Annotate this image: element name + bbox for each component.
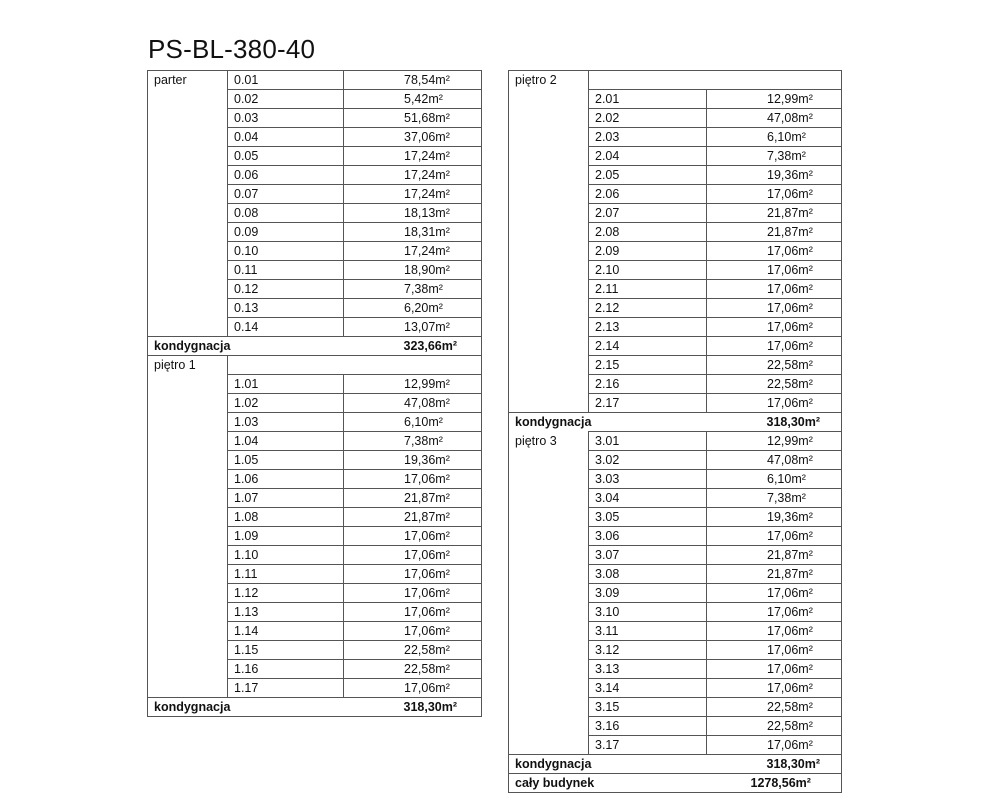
room-area: 21,87m² — [707, 204, 842, 223]
level-cell — [509, 204, 589, 223]
level-cell — [509, 717, 589, 736]
room-number: 0.14 — [228, 318, 344, 337]
room-row — [148, 622, 482, 641]
level-cell — [509, 584, 589, 603]
room-number: 0.01 — [228, 71, 344, 90]
room-row — [148, 242, 482, 261]
room-number: 2.06 — [589, 185, 707, 204]
level-cell — [509, 318, 589, 337]
level-cell — [148, 527, 228, 546]
room-area: 21,87m² — [707, 546, 842, 565]
room-row — [148, 261, 482, 280]
room-area: 18,13m² — [344, 204, 482, 223]
level-cell — [148, 394, 228, 413]
level-cell — [509, 698, 589, 717]
room-number: 3.02 — [589, 451, 707, 470]
room-number: 1.08 — [228, 508, 344, 527]
room-number: 3.17 — [589, 736, 707, 755]
summary-label: kondygnacja — [148, 337, 344, 356]
level-cell — [148, 299, 228, 318]
summary-label: kondygnacja — [509, 413, 707, 432]
level-cell — [148, 603, 228, 622]
summary-value: 323,66m² — [344, 337, 482, 356]
room-area: 7,38m² — [707, 147, 842, 166]
room-area: 6,10m² — [707, 470, 842, 489]
room-number: 1.10 — [228, 546, 344, 565]
room-number: 3.04 — [589, 489, 707, 508]
level-cell — [509, 527, 589, 546]
room-area: 12,99m² — [707, 90, 842, 109]
level-cell — [509, 261, 589, 280]
room-number: 2.03 — [589, 128, 707, 147]
room-area: 17,24m² — [344, 166, 482, 185]
room-row — [509, 432, 842, 451]
room-area: 22,58m² — [707, 356, 842, 375]
room-row — [509, 717, 842, 736]
room-area: 7,38m² — [344, 280, 482, 299]
room-area: 6,20m² — [344, 299, 482, 318]
area-table-right — [508, 70, 842, 793]
room-area: 19,36m² — [344, 451, 482, 470]
room-number: 1.01 — [228, 375, 344, 394]
level-cell — [148, 584, 228, 603]
room-number: 1.12 — [228, 584, 344, 603]
floor-summary-row — [509, 755, 842, 774]
level-cell — [509, 470, 589, 489]
room-number: 0.11 — [228, 261, 344, 280]
room-number: 2.16 — [589, 375, 707, 394]
room-number: 2.11 — [589, 280, 707, 299]
room-area: 17,06m² — [707, 660, 842, 679]
room-number: 3.12 — [589, 641, 707, 660]
room-area: 17,06m² — [344, 622, 482, 641]
room-number: 3.14 — [589, 679, 707, 698]
room-area: 7,38m² — [707, 489, 842, 508]
room-area: 17,24m² — [344, 185, 482, 204]
room-area: 17,06m² — [344, 546, 482, 565]
room-number: 3.13 — [589, 660, 707, 679]
room-number: 2.17 — [589, 394, 707, 413]
room-area: 19,36m² — [707, 508, 842, 527]
floor-header-row — [148, 356, 482, 375]
room-area: 17,06m² — [707, 242, 842, 261]
room-number: 0.04 — [228, 128, 344, 147]
room-row — [148, 394, 482, 413]
room-area: 17,06m² — [707, 622, 842, 641]
level-cell — [148, 565, 228, 584]
level-cell — [509, 147, 589, 166]
area-table-left — [147, 70, 482, 717]
room-number: 2.12 — [589, 299, 707, 318]
room-area: 47,08m² — [707, 451, 842, 470]
level-cell — [148, 375, 228, 394]
level-cell — [148, 166, 228, 185]
document-title: PS-BL-380-40 — [148, 34, 316, 64]
room-number: 3.11 — [589, 622, 707, 641]
room-number: 2.08 — [589, 223, 707, 242]
level-cell — [148, 280, 228, 299]
room-area: 17,06m² — [707, 261, 842, 280]
room-number: 3.03 — [589, 470, 707, 489]
room-area: 5,42m² — [344, 90, 482, 109]
room-area: 17,06m² — [707, 641, 842, 660]
room-row — [509, 603, 842, 622]
room-row — [509, 223, 842, 242]
room-area: 17,06m² — [707, 280, 842, 299]
room-number: 3.08 — [589, 565, 707, 584]
room-row — [509, 337, 842, 356]
room-area: 13,07m² — [344, 318, 482, 337]
room-row — [148, 318, 482, 337]
room-row — [148, 90, 482, 109]
room-row — [148, 166, 482, 185]
room-row — [509, 641, 842, 660]
level-cell — [509, 90, 589, 109]
room-row — [509, 660, 842, 679]
room-area: 21,87m² — [344, 489, 482, 508]
room-row — [509, 128, 842, 147]
room-row — [509, 698, 842, 717]
level-cell — [148, 470, 228, 489]
room-area: 12,99m² — [707, 432, 842, 451]
room-area: 37,06m² — [344, 128, 482, 147]
room-area: 47,08m² — [707, 109, 842, 128]
level-cell — [148, 508, 228, 527]
room-area: 17,06m² — [707, 185, 842, 204]
room-number: 2.10 — [589, 261, 707, 280]
room-number: 0.13 — [228, 299, 344, 318]
room-row — [148, 280, 482, 299]
room-number: 3.01 — [589, 432, 707, 451]
room-number: 0.07 — [228, 185, 344, 204]
room-number: 0.12 — [228, 280, 344, 299]
level-cell — [148, 185, 228, 204]
room-row — [509, 204, 842, 223]
room-row — [509, 185, 842, 204]
summary-label: kondygnacja — [148, 698, 344, 717]
level-cell — [509, 736, 589, 755]
floor-summary-row — [148, 698, 482, 717]
room-area: 17,06m² — [707, 679, 842, 698]
level-cell — [509, 242, 589, 261]
room-number: 1.04 — [228, 432, 344, 451]
room-row — [509, 508, 842, 527]
level-cell — [148, 242, 228, 261]
level-cell — [509, 622, 589, 641]
room-row — [509, 527, 842, 546]
room-row — [509, 356, 842, 375]
room-number: 3.15 — [589, 698, 707, 717]
room-number: 2.01 — [589, 90, 707, 109]
room-area: 22,58m² — [344, 660, 482, 679]
room-number: 3.16 — [589, 717, 707, 736]
room-row — [148, 128, 482, 147]
level-cell — [509, 679, 589, 698]
level-cell — [509, 660, 589, 679]
level-cell — [148, 641, 228, 660]
room-area: 17,06m² — [344, 603, 482, 622]
room-number: 1.03 — [228, 413, 344, 432]
room-row — [148, 641, 482, 660]
room-row — [148, 204, 482, 223]
level-cell — [509, 299, 589, 318]
room-row — [148, 109, 482, 128]
room-area: 17,06m² — [344, 565, 482, 584]
level-cell — [509, 641, 589, 660]
room-area: 6,10m² — [344, 413, 482, 432]
room-area: 22,58m² — [707, 698, 842, 717]
room-number: 0.08 — [228, 204, 344, 223]
building-total-label: cały budynek — [509, 774, 707, 793]
room-number: 2.14 — [589, 337, 707, 356]
floor-label: piętro 1 — [148, 356, 228, 375]
room-row — [148, 451, 482, 470]
room-number: 1.16 — [228, 660, 344, 679]
room-row — [509, 489, 842, 508]
empty-cell — [228, 356, 482, 375]
level-cell — [148, 451, 228, 470]
room-row — [148, 679, 482, 698]
room-number: 1.06 — [228, 470, 344, 489]
room-area: 17,24m² — [344, 242, 482, 261]
room-area: 17,06m² — [707, 337, 842, 356]
room-number: 0.06 — [228, 166, 344, 185]
room-row — [148, 299, 482, 318]
summary-label: kondygnacja — [509, 755, 707, 774]
summary-value: 318,30m² — [707, 413, 842, 432]
room-row — [509, 679, 842, 698]
level-cell — [509, 356, 589, 375]
room-number: 1.15 — [228, 641, 344, 660]
room-row — [509, 261, 842, 280]
level-cell — [148, 109, 228, 128]
room-area: 22,58m² — [707, 375, 842, 394]
room-area: 51,68m² — [344, 109, 482, 128]
room-area: 17,06m² — [707, 318, 842, 337]
room-number: 1.09 — [228, 527, 344, 546]
room-number: 1.11 — [228, 565, 344, 584]
room-number: 0.02 — [228, 90, 344, 109]
room-number: 3.05 — [589, 508, 707, 527]
level-cell — [148, 413, 228, 432]
summary-value: 318,30m² — [707, 755, 842, 774]
level-cell — [148, 128, 228, 147]
room-number: 2.07 — [589, 204, 707, 223]
level-cell — [509, 508, 589, 527]
room-area: 18,31m² — [344, 223, 482, 242]
room-area: 17,06m² — [707, 299, 842, 318]
room-number: 1.17 — [228, 679, 344, 698]
room-number: 3.07 — [589, 546, 707, 565]
room-row — [148, 185, 482, 204]
room-row — [509, 375, 842, 394]
room-row — [509, 166, 842, 185]
room-row — [509, 584, 842, 603]
room-number: 3.10 — [589, 603, 707, 622]
room-area: 22,58m² — [344, 641, 482, 660]
room-number: 1.05 — [228, 451, 344, 470]
room-area: 78,54m² — [344, 71, 482, 90]
room-row — [509, 299, 842, 318]
room-row — [509, 90, 842, 109]
floor-summary-row — [148, 337, 482, 356]
building-total-row — [509, 774, 842, 793]
level-cell — [148, 546, 228, 565]
room-row — [509, 565, 842, 584]
room-number: 1.14 — [228, 622, 344, 641]
level-cell — [509, 109, 589, 128]
room-area: 17,06m² — [707, 603, 842, 622]
level-cell — [148, 489, 228, 508]
room-row — [148, 584, 482, 603]
room-number: 2.04 — [589, 147, 707, 166]
room-area: 22,58m² — [707, 717, 842, 736]
empty-cell — [589, 71, 842, 90]
room-number: 2.09 — [589, 242, 707, 261]
room-row — [148, 508, 482, 527]
room-row — [509, 394, 842, 413]
room-area: 18,90m² — [344, 261, 482, 280]
room-area: 12,99m² — [344, 375, 482, 394]
level-cell — [509, 451, 589, 470]
room-row — [148, 489, 482, 508]
room-area: 17,06m² — [344, 470, 482, 489]
room-area: 6,10m² — [707, 128, 842, 147]
level-cell — [509, 166, 589, 185]
room-row — [148, 147, 482, 166]
level-cell — [509, 489, 589, 508]
level-cell — [148, 622, 228, 641]
room-row — [148, 375, 482, 394]
room-row — [148, 546, 482, 565]
room-area: 17,06m² — [707, 736, 842, 755]
room-area: 19,36m² — [707, 166, 842, 185]
room-number: 1.07 — [228, 489, 344, 508]
room-area: 17,06m² — [707, 527, 842, 546]
level-cell — [509, 394, 589, 413]
level-cell — [509, 185, 589, 204]
room-row — [148, 223, 482, 242]
room-number: 0.03 — [228, 109, 344, 128]
level-cell — [509, 546, 589, 565]
room-number: 1.13 — [228, 603, 344, 622]
room-area: 17,06m² — [707, 584, 842, 603]
room-number: 0.10 — [228, 242, 344, 261]
room-area: 17,06m² — [344, 679, 482, 698]
level-cell — [148, 223, 228, 242]
floor-label: piętro 3 — [515, 433, 557, 448]
room-number: 3.09 — [589, 584, 707, 603]
room-number: 2.02 — [589, 109, 707, 128]
level-cell — [148, 204, 228, 223]
room-row — [509, 147, 842, 166]
room-row — [148, 413, 482, 432]
room-row — [148, 470, 482, 489]
room-row — [509, 242, 842, 261]
room-row — [509, 546, 842, 565]
room-number: 2.05 — [589, 166, 707, 185]
level-cell — [148, 318, 228, 337]
level-cell — [148, 147, 228, 166]
room-row — [509, 109, 842, 128]
room-number: 2.15 — [589, 356, 707, 375]
level-cell — [509, 375, 589, 394]
room-number: 1.02 — [228, 394, 344, 413]
room-row — [148, 565, 482, 584]
floor-label: piętro 2 — [509, 71, 589, 90]
level-cell — [509, 565, 589, 584]
room-area: 17,06m² — [344, 584, 482, 603]
room-number: 2.13 — [589, 318, 707, 337]
room-row — [509, 451, 842, 470]
room-area: 7,38m² — [344, 432, 482, 451]
room-row — [509, 318, 842, 337]
level-cell — [148, 660, 228, 679]
room-area: 17,06m² — [344, 527, 482, 546]
room-area: 21,87m² — [707, 223, 842, 242]
room-row — [509, 280, 842, 299]
room-row — [148, 71, 482, 90]
level-cell — [148, 432, 228, 451]
room-row — [148, 432, 482, 451]
level-cell — [509, 128, 589, 147]
level-cell — [148, 679, 228, 698]
room-area: 21,87m² — [707, 565, 842, 584]
room-area: 21,87m² — [344, 508, 482, 527]
room-area: 17,06m² — [707, 394, 842, 413]
floor-label: parter — [154, 72, 187, 87]
room-number: 0.05 — [228, 147, 344, 166]
level-cell — [509, 603, 589, 622]
level-cell — [509, 223, 589, 242]
room-row — [509, 470, 842, 489]
level-cell — [148, 261, 228, 280]
building-total-value: 1278,56m² — [707, 774, 842, 793]
summary-value: 318,30m² — [344, 698, 482, 717]
room-number: 0.09 — [228, 223, 344, 242]
floor-summary-row — [509, 413, 842, 432]
room-number: 3.06 — [589, 527, 707, 546]
room-row — [148, 527, 482, 546]
room-row — [148, 603, 482, 622]
room-area: 47,08m² — [344, 394, 482, 413]
level-cell — [509, 337, 589, 356]
floor-header-row — [509, 71, 842, 90]
room-row — [148, 660, 482, 679]
room-row — [509, 622, 842, 641]
level-cell — [148, 90, 228, 109]
room-area: 17,24m² — [344, 147, 482, 166]
level-cell — [509, 280, 589, 299]
room-row — [509, 736, 842, 755]
